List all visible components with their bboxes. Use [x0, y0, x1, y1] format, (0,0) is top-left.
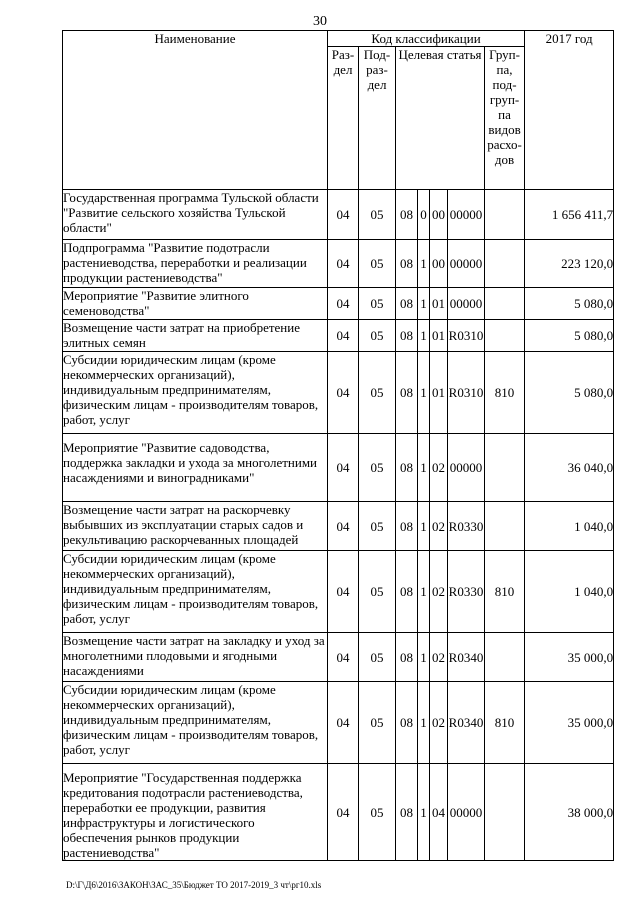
header-expense-group: Груп- па, под- груп- па видов расхо- дов — [485, 47, 525, 190]
row-cs-measure: 01 — [430, 320, 448, 352]
row-cs-program: 08 — [396, 320, 418, 352]
row-cs-direction: R0340 — [448, 682, 485, 764]
header-row-top — [63, 31, 614, 47]
row-razdel: 04 — [328, 551, 359, 633]
header-subsection: Под- раз- дел — [359, 47, 396, 190]
row-podrazdel: 05 — [359, 352, 396, 434]
table-row — [63, 190, 614, 240]
row-cs-program: 08 — [396, 190, 418, 240]
row-cs-program: 08 — [396, 633, 418, 682]
row-expense-type — [485, 190, 525, 240]
row-cs-direction: 00000 — [448, 764, 485, 861]
table-row — [63, 352, 614, 434]
row-razdel: 04 — [328, 240, 359, 288]
table-row — [63, 551, 614, 633]
row-expense-type — [485, 434, 525, 502]
row-name: Возмещение части затрат на приобретение элитных семян — [63, 320, 328, 352]
row-amount: 5 080,0 — [525, 320, 614, 352]
row-cs-subprogram: 1 — [418, 288, 430, 320]
file-path-footer: D:\Г\Д6\2016\ЗАКОН\ЗАС_35\Бюджет ТО 2017-2019_3 чт\рг10.xls — [66, 880, 322, 890]
row-cs-measure: 02 — [430, 682, 448, 764]
row-cs-program: 08 — [396, 434, 418, 502]
row-cs-subprogram: 0 — [418, 190, 430, 240]
row-cs-measure: 02 — [430, 633, 448, 682]
row-razdel: 04 — [328, 434, 359, 502]
row-cs-measure: 02 — [430, 551, 448, 633]
row-name: Возмещение части затрат на закладку и уход за многолетними плодовыми и ягодными насаждениями — [63, 633, 328, 682]
row-cs-measure: 01 — [430, 352, 448, 434]
row-expense-type — [485, 320, 525, 352]
row-cs-direction: R0310 — [448, 352, 485, 434]
row-podrazdel: 05 — [359, 764, 396, 861]
row-cs-direction: 00000 — [448, 190, 485, 240]
row-expense-type — [485, 288, 525, 320]
row-amount: 35 000,0 — [525, 633, 614, 682]
row-name: Субсидии юридическим лицам (кроме некоммерческих организаций), индивидуальным предпринимателям, физическим лицам - производителям товаров, работ, услуг — [63, 682, 328, 764]
row-podrazdel: 05 — [359, 551, 396, 633]
row-razdel: 04 — [328, 288, 359, 320]
row-cs-subprogram: 1 — [418, 682, 430, 764]
row-cs-direction: R0310 — [448, 320, 485, 352]
budget-table — [62, 30, 614, 861]
row-cs-direction: 00000 — [448, 240, 485, 288]
row-razdel: 04 — [328, 502, 359, 551]
row-cs-program: 08 — [396, 682, 418, 764]
row-expense-type: 810 — [485, 682, 525, 764]
row-cs-program: 08 — [396, 288, 418, 320]
row-cs-direction: 00000 — [448, 288, 485, 320]
row-expense-type: 810 — [485, 551, 525, 633]
row-podrazdel: 05 — [359, 682, 396, 764]
row-podrazdel: 05 — [359, 320, 396, 352]
row-cs-measure: 02 — [430, 502, 448, 551]
row-razdel: 04 — [328, 633, 359, 682]
table-row — [63, 502, 614, 551]
row-cs-subprogram: 1 — [418, 320, 430, 352]
row-name: Субсидии юридическим лицам (кроме некоммерческих организаций), индивидуальным предпринимателям, физическим лицам - производителям товаров, работ, услуг — [63, 551, 328, 633]
row-cs-measure: 01 — [430, 288, 448, 320]
row-cs-program: 08 — [396, 240, 418, 288]
row-cs-direction: R0330 — [448, 551, 485, 633]
row-amount: 223 120,0 — [525, 240, 614, 288]
header-year: 2017 год — [525, 31, 614, 190]
table-row — [63, 288, 614, 320]
row-podrazdel: 05 — [359, 633, 396, 682]
row-cs-subprogram: 1 — [418, 764, 430, 861]
row-cs-direction: 00000 — [448, 434, 485, 502]
row-name: Подпрограмма "Развитие подотрасли растениеводства, переработки и реализации продукции растениеводства" — [63, 240, 328, 288]
table-row — [63, 240, 614, 288]
row-amount: 36 040,0 — [525, 434, 614, 502]
header-target-article: Целевая статья — [396, 47, 485, 190]
header-code-classification: Код классификации — [328, 31, 525, 47]
row-amount: 1 040,0 — [525, 551, 614, 633]
row-cs-measure: 00 — [430, 240, 448, 288]
row-cs-subprogram: 1 — [418, 551, 430, 633]
row-amount: 35 000,0 — [525, 682, 614, 764]
row-name: Государственная программа Тульской области "Развитие сельского хозяйства Тульской области" — [63, 190, 328, 240]
row-expense-type — [485, 240, 525, 288]
row-podrazdel: 05 — [359, 434, 396, 502]
row-razdel: 04 — [328, 764, 359, 861]
row-cs-subprogram: 1 — [418, 502, 430, 551]
row-amount: 1 040,0 — [525, 502, 614, 551]
row-name: Мероприятие "Развитие элитного семеноводства" — [63, 288, 328, 320]
row-cs-direction: R0340 — [448, 633, 485, 682]
table-row — [63, 764, 614, 861]
row-expense-type — [485, 502, 525, 551]
row-razdel: 04 — [328, 352, 359, 434]
row-amount: 38 000,0 — [525, 764, 614, 861]
row-razdel: 04 — [328, 682, 359, 764]
row-amount: 1 656 411,7 — [525, 190, 614, 240]
row-name: Мероприятие "Развитие садоводства, поддержка закладки и ухода за многолетними насаждениями и виноградниками" — [63, 434, 328, 502]
row-cs-program: 08 — [396, 764, 418, 861]
header-name: Наименование — [63, 31, 328, 190]
row-podrazdel: 05 — [359, 288, 396, 320]
row-cs-program: 08 — [396, 502, 418, 551]
table-row — [63, 633, 614, 682]
row-cs-program: 08 — [396, 551, 418, 633]
row-cs-subprogram: 1 — [418, 633, 430, 682]
row-amount: 5 080,0 — [525, 352, 614, 434]
row-cs-subprogram: 1 — [418, 434, 430, 502]
row-expense-type: 810 — [485, 352, 525, 434]
table-row — [63, 434, 614, 502]
row-cs-program: 08 — [396, 352, 418, 434]
row-podrazdel: 05 — [359, 502, 396, 551]
row-podrazdel: 05 — [359, 190, 396, 240]
row-expense-type — [485, 633, 525, 682]
row-podrazdel: 05 — [359, 240, 396, 288]
row-cs-measure: 04 — [430, 764, 448, 861]
row-name: Мероприятие "Государственная поддержка кредитования подотрасли растениеводства, переработки ее продукции, развития инфраструктуры и логистического обеспечения рынков продукции растениеводства" — [63, 764, 328, 861]
row-cs-subprogram: 1 — [418, 352, 430, 434]
row-expense-type — [485, 764, 525, 861]
row-cs-direction: R0330 — [448, 502, 485, 551]
row-cs-measure: 00 — [430, 190, 448, 240]
page-number: 30 — [313, 14, 327, 29]
row-cs-subprogram: 1 — [418, 240, 430, 288]
row-razdel: 04 — [328, 190, 359, 240]
row-amount: 5 080,0 — [525, 288, 614, 320]
table-row — [63, 682, 614, 764]
row-cs-measure: 02 — [430, 434, 448, 502]
row-name: Субсидии юридическим лицам (кроме некоммерческих организаций), индивидуальным предпринимателям, физическим лицам - производителям товаров, работ, услуг — [63, 352, 328, 434]
row-name: Возмещение части затрат на раскорчевку выбывших из эксплуатации старых садов и рекультивацию раскорчеванных площадей — [63, 502, 328, 551]
header-section: Раз- дел — [328, 47, 359, 190]
table-row — [63, 320, 614, 352]
row-razdel: 04 — [328, 320, 359, 352]
